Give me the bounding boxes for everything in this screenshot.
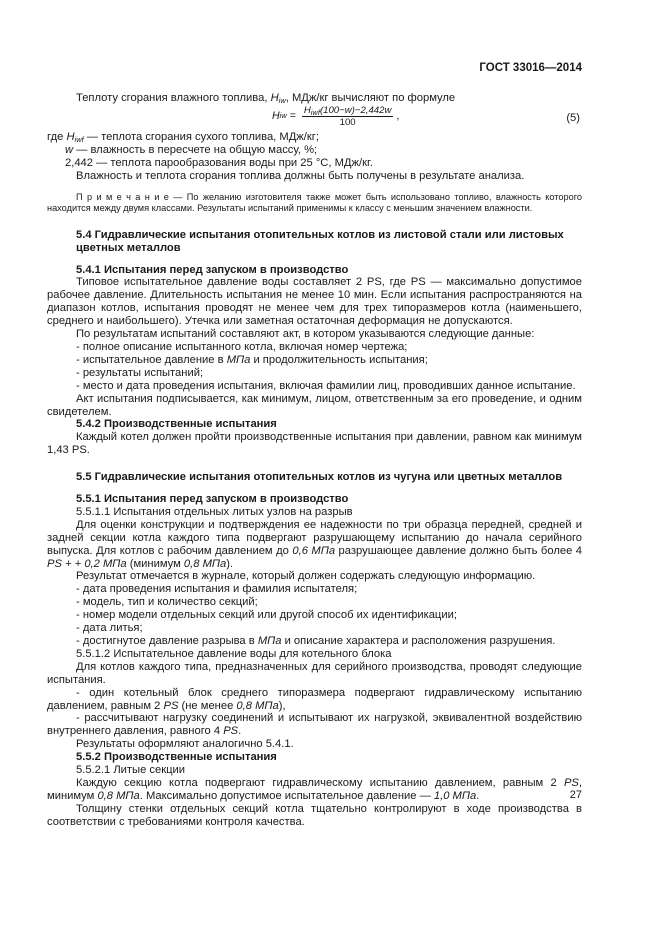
- list-item: - дата литья;: [76, 622, 143, 635]
- text-run: (не менее: [178, 699, 237, 712]
- section-5-5-title: 5.5 Гидравлические испытания отопительных котлов из чугуна или цветных металлов: [76, 471, 563, 484]
- list-item: - модель, тип и количество секций;: [76, 596, 258, 609]
- paragraph: Для котлов каждого типа, предназначенных для серийного производства, проводят следующие испытания.: [47, 660, 582, 686]
- paragraph: Результаты оформляют аналогично 5.4.1.: [76, 738, 294, 751]
- value: PS: [563, 776, 579, 789]
- formula-5: H iw = $\frac{H_{iwf}(100-w)-2,442w}{100}$ ,: [272, 104, 400, 128]
- section-5-4-2-title: 5.4.2 Производственные испытания: [76, 418, 277, 431]
- text-run: .: [238, 725, 242, 738]
- formula-equals: =: [286, 109, 299, 122]
- section-5-4-1-title: 5.4.1 Испытания перед запуском в производство: [76, 263, 349, 276]
- text-run: Для оценки конструкции и подтверждения ее надежности по три образца передней, средней и задней секции котла каждого типа подвергают разрушающему испытанию до начала серийного выпуска. Для котлов с рабочим давлением до: [47, 518, 582, 557]
- paragraph: Типовое испытательное давление воды составляет 2 PS, где PS — максимально допустимое рабочее давление. Длительность испытания не менее 10 мин. Если испытания распространяются на диапазон котлов, испытания проводят не менее чем для трех типоразмеров котла (наименьшего, среднего и наибольшего). Утечка или заметная остаточная деформация не допускаются.: [47, 276, 582, 328]
- list-item: - результаты испытаний;: [76, 366, 204, 379]
- fraction-denominator: 100: [339, 116, 356, 128]
- paragraph: [47, 519, 582, 571]
- subsection-5-5-1-1: 5.5.1.1 Испытания отдельных литых узлов на разрыв: [76, 505, 353, 518]
- subscript: iwf: [74, 134, 84, 144]
- document-code-header: ГОСТ 33016—2014: [479, 62, 582, 74]
- text-run: - испытательное давление в: [76, 353, 227, 366]
- text-run: - достигнутое давление разрыва в: [76, 635, 258, 647]
- note-text: — По желанию изготовителя также может быть использовано топливо, влажность которого находится между двумя классами. Результаты испытаний применимы к классу с меньшим значением влажности.: [47, 191, 582, 214]
- value: 0,8 МПа: [236, 699, 279, 712]
- formula-lhs: H: [272, 109, 280, 122]
- fraction-numerator: [302, 105, 394, 117]
- text-run: и описание характера и расположения разрушения.: [281, 635, 556, 647]
- value: 0,8 МПа: [183, 557, 227, 570]
- paragraph: По результатам испытаний составляют акт, в котором указываются следующие данные:: [76, 328, 535, 341]
- value: PS + + 0,2 МПа: [47, 557, 127, 570]
- unit: МПа: [226, 353, 251, 366]
- subsection-5-5-1-2: 5.5.1.2 Испытательное давление воды для котельного блока: [76, 647, 392, 660]
- text-run: Каждую секцию котла подвергают гидравлическому испытанию давлением, равным 2: [76, 776, 564, 789]
- equation-number: (5): [566, 111, 580, 124]
- symbol: H: [270, 92, 279, 104]
- formula-fraction: [302, 105, 394, 128]
- text-run: — влажность в пересчете на общую массу, %;: [73, 143, 318, 156]
- definition-1: [47, 131, 582, 144]
- note: [47, 192, 582, 215]
- paragraph: Акт испытания подписывается, как минимум, лицом, ответственным за его проведение, и одним свидетелем.: [47, 392, 582, 418]
- symbol: H: [303, 104, 311, 116]
- section-5-5-1-title: 5.5.1 Испытания перед запуском в производство: [76, 493, 349, 506]
- list-item: [47, 354, 582, 367]
- subscript: iwf: [310, 107, 320, 117]
- text-run: ),: [278, 699, 286, 712]
- definition-2: [47, 144, 582, 157]
- text-run: (100−w)−2,442w: [319, 104, 392, 116]
- text-run: где: [47, 130, 67, 143]
- text-run: - рассчитывают нагрузку соединений и испытывают их нагрузкой, эквивалентной воздействию внутреннего давления, равного 4: [47, 712, 582, 738]
- text-run: и продолжительность испытания;: [250, 353, 428, 366]
- paragraph: Результат отмечается в журнале, который должен содержать следующую информацию.: [76, 570, 536, 583]
- text-run: . Максимально допустимое испытательное давление —: [139, 789, 434, 802]
- definition-3: 2,442 — теплота парообразования воды при 25 °С, МДж/кг.: [65, 156, 373, 169]
- list-item: - дата проведения испытания и фамилия испытателя;: [76, 583, 358, 596]
- list-item: - полное описание испытанного котла, включая номер чертежа;: [76, 340, 408, 353]
- value: PS: [223, 725, 239, 738]
- symbol: H: [66, 130, 75, 143]
- symbol: w: [65, 143, 74, 156]
- paragraph: [47, 777, 582, 803]
- text-run: , минимум: [47, 776, 582, 802]
- subscript: iw: [278, 96, 286, 105]
- text-run: , МДж/кг вычисляют по формуле: [285, 92, 456, 104]
- list-item: [47, 687, 582, 713]
- section-5-4-title: 5.4 Гидравлические испытания отопительных котлов из листовой стали или листовых цветных металлов: [76, 228, 564, 254]
- text-run: - один котельный блок среднего типоразмера подвергают гидравлическому испытанию давлением, равным 2: [47, 686, 582, 712]
- section-5-5-2-title: 5.5.2 Производственные испытания: [76, 751, 277, 764]
- text-run: (минимум: [126, 557, 184, 570]
- value: 0,6 МПа: [292, 544, 336, 557]
- list-item: [47, 635, 582, 648]
- text-run: ).: [226, 557, 234, 570]
- text-run: .: [476, 789, 480, 802]
- list-item: - номер модели отдельных секций или другой способ их идентификации;: [76, 609, 457, 622]
- page-number: 27: [569, 789, 582, 801]
- value: 0,8 МПа: [97, 789, 140, 802]
- note-label: П р и м е ч а н и е: [76, 191, 169, 202]
- definition-4: Влажность и теплота сгорания топлива должны быть получены в результате анализа.: [76, 169, 525, 182]
- unit: МПа: [257, 635, 282, 647]
- value: 1,0 МПа: [433, 789, 477, 802]
- text-run: Теплоту сгорания влажного топлива,: [76, 92, 271, 104]
- list-item: - место и дата проведения испытания, включая фамилии лиц, проводивших данное испытание.: [76, 379, 576, 392]
- value: PS: [163, 699, 179, 712]
- list-item: [47, 712, 582, 738]
- formula-tail: ,: [396, 109, 400, 122]
- text-run: — теплота сгорания сухого топлива, МДж/кг;: [83, 130, 319, 143]
- paragraph: Каждый котел должен пройти производственные испытания при давлении, равном как минимум 1,43 PS.: [47, 431, 582, 457]
- page-content: [47, 92, 582, 829]
- text-run: разрушающее давление должно быть более 4: [335, 544, 582, 557]
- subsection-5-5-2-1: 5.5.2.1 Литые секции: [76, 764, 186, 777]
- formula-intro: [47, 92, 582, 105]
- formula-block: [47, 105, 582, 131]
- paragraph: Толщину стенки отдельных секций котла тщательно контролируют в ходе производства в соответствии с требованиями контроля качества.: [47, 802, 582, 828]
